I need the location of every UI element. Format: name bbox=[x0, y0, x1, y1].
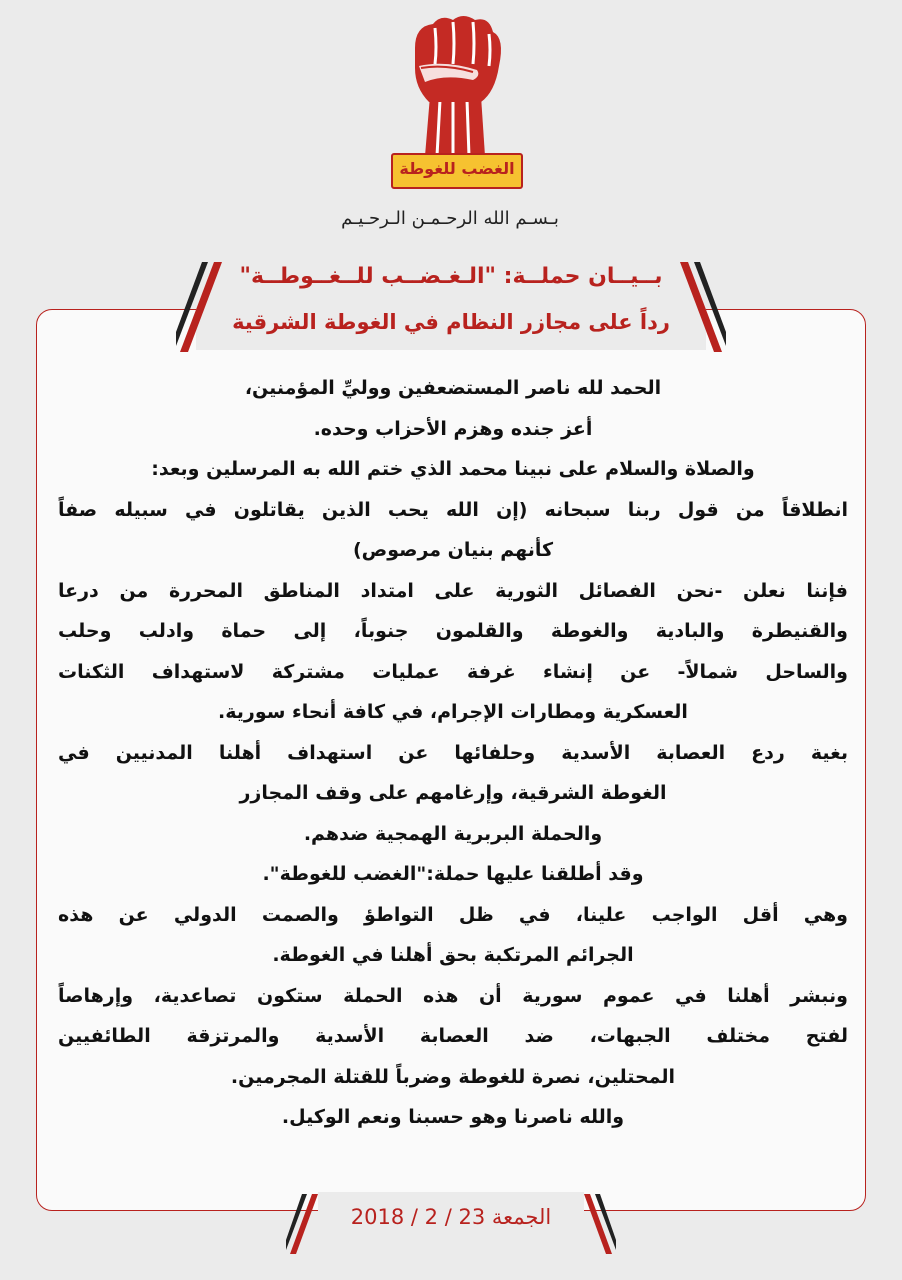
body-line: انطلاقاً من قول ربنا سبحانه (إن الله يحب الذين يقاتلون في سبيله صفاً bbox=[58, 498, 848, 521]
body-line: بغية ردع العصابة الأسدية وحلفائها عن استهداف أهلنا المدنيين في bbox=[58, 741, 848, 764]
campaign-logo bbox=[385, 8, 525, 188]
body-line: ونبشر أهلنا في عموم سورية أن هذه الحملة ستكون تصاعدية، وإرهاصاً bbox=[58, 984, 848, 1007]
body-line: والساحل شمالاً- عن إنشاء غرفة عمليات مشتركة لاستهداف الثكنات bbox=[58, 660, 848, 683]
body-line: أعز جنده وهزم الأحزاب وحده. bbox=[313, 417, 593, 440]
date-left-bars bbox=[286, 1194, 322, 1254]
body-line: الحمد لله ناصر المستضعفين ووليِّ المؤمنين، bbox=[244, 377, 662, 399]
body-line: وقد أطلقنا عليها حملة:"الغضب للغوطة". bbox=[262, 863, 644, 885]
body-line: والحملة البربرية الهمجية ضدهم. bbox=[303, 822, 603, 845]
basmala: بـسـم الله الرحـمـن الـرحـيـم bbox=[341, 208, 559, 229]
statement-body bbox=[58, 368, 848, 1138]
raised-fist-icon bbox=[385, 8, 525, 158]
date-right-bars bbox=[580, 1194, 616, 1254]
body-line: الجرائم المرتكبة بحق أهلنا في الغوطة. bbox=[272, 944, 634, 966]
body-line: كأنهم بنيان مرصوص) bbox=[352, 539, 554, 561]
body-line: العسكرية ومطارات الإجرام، في كافة أنحاء سورية. bbox=[218, 701, 688, 723]
body-line: والقنيطرة والبادية والغوطة والقلمون جنوباً، إلى حماة وادلب وحلب bbox=[58, 620, 848, 642]
body-line: فإننا نعلن -نحن الفصائل الثورية على امتداد المناطق المحررة من درعا bbox=[58, 579, 848, 602]
statement-date: الجمعة 23 / 2 / 2018 bbox=[350, 1205, 552, 1229]
body-line: والله ناصرنا وهو حسبنا ونعم الوكيل. bbox=[281, 1106, 625, 1128]
logo-text: الغضب للغوطة bbox=[391, 153, 523, 189]
body-line: والصلاة والسلام على نبينا محمد الذي ختم الله به المرسلين وبعد: bbox=[151, 458, 755, 480]
body-line: وهي أقل الواجب علينا، في ظل التواطؤ والصمت الدولي عن هذه bbox=[58, 903, 848, 926]
body-line: الغوطة الشرقية، وإرغامهم على وقف المجازر bbox=[239, 782, 667, 804]
body-line: لفتح مختلف الجبهات، ضد العصابة الأسدية والمرتزقة الطائفيين bbox=[58, 1025, 848, 1047]
statement-subtitle: رداً على مجازر النظام في الغوطة الشرقية bbox=[232, 310, 670, 334]
body-line: المحتلين، نصرة للغوطة وضرباً للقتلة المجرمين. bbox=[230, 1065, 676, 1088]
statement-title: بــيــان حملــة: "الـغـضــب للــغــوطــة" bbox=[239, 264, 663, 289]
